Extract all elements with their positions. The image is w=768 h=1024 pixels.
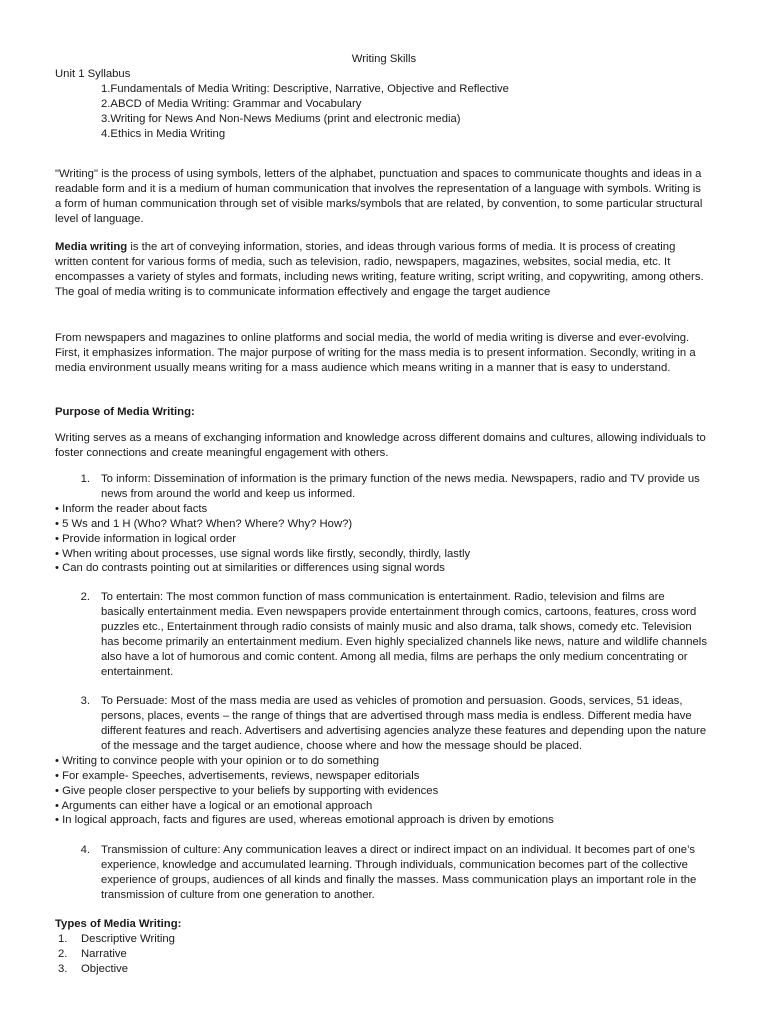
list-number: 1. [80,473,90,485]
purpose-inform-text: To inform: Dissemination of information is the primary function of the news media. Newspapers, radio and TV provide us news from around the world and keep us informed. [101,473,700,500]
bullet-item: • Provide information in logical order [55,533,237,545]
bullet-item: • When writing about processes, use signal words like firstly, secondly, thirdly, lastly [55,548,471,560]
purpose-culture-text: Transmission of culture: Any communication leaves a direct or indirect impact on an individual. It becomes part of one’s experience, knowledge and accumulated learning. Through individuals, communication becomes part of the collective experience of groups, audiences of all kinds and finally the masses. Mass communication plays an important role in the transmission of culture from one generation to another. [101,844,697,901]
document-title: Writing Skills [351,53,417,65]
bullet-item: • 5 Ws and 1 H (Who? What? When? Where? Why? How?) [55,518,353,530]
types-item: Narrative [81,948,127,960]
types-heading: Types of Media Writing: [55,918,182,930]
syllabus-item: 1.Fundamentals of Media Writing: Descriptive, Narrative, Objective and Reflective [101,83,509,95]
syllabus-heading: Unit 1 Syllabus [55,68,131,80]
bullet-item: • Inform the reader about facts [55,503,208,515]
list-number: 2. [80,591,90,603]
types-number: 1. [58,933,68,945]
types-item: Objective [81,963,129,975]
types-number: 2. [58,948,68,960]
purpose-persuade-text: To Persuade: Most of the mass media are used as vehicles of promotion and persuasion. Goods, services, 51 ideas, persons, places, events – the range of things that are advertised through mass media is endless. Different media have different features and reach. Advertisers and advertising agencies analyze these features and depending upon the nature of the message and the target audience, choose where and how the message should be placed. [101,695,707,752]
purpose-intro: Writing serves as a means of exchanging information and knowledge across different domains and cultures, allowing individuals to foster connections and create meaningful engagement with others. [55,432,706,459]
types-item: Descriptive Writing [81,933,175,945]
bullet-item: • Arguments can either have a logical or an emotional approach [55,800,373,812]
media-writing-paragraph [55,240,707,300]
purpose-heading: Purpose of Media Writing: [55,406,195,418]
list-number: 4. [80,844,90,856]
bullet-item: • Writing to convince people with your opinion or to do something [55,755,380,767]
purpose-entertain-text: To entertain: The most common function of mass communication is entertainment. Radio, television and films are basically entertainment media. Even newspapers provide entertainment through comics, cartoons, features, cross word puzzles etc., Entertainment through radio consists of mainly music and also drama, talk shows, comedy etc. Television has become primarily an entertainment medium. Even highly specialized channels like news, nature and wildlife channels also have a lot of humorous and comic content. Among all media, films are perhaps the only medium concentrating or entertainment. [101,591,707,678]
bullet-item: • For example- Speeches, advertisements, reviews, newspaper editorials [55,770,420,782]
syllabus-item: 2.ABCD of Media Writing: Grammar and Vocabulary [101,98,362,110]
media-writing-definition: is the art of conveying information, stories, and ideas through various forms of media. It is process of creating written content for various forms of media, such as television, radio, newspapers, magazines, websites, social media, etc. It encompasses a variety of styles and formats, including news writing, feature writing, script writing, and copywriting, among others. The goal of media writing is to communicate information effectively and engage the target audience [55,241,704,298]
media-writing-term: Media writing [55,241,128,253]
bullet-item: • In logical approach, facts and figures are used, whereas emotional approach is driven by emotions [55,814,554,826]
bullet-item: • Can do contrasts pointing out at similarities or differences using signal words [55,562,445,574]
list-number: 3. [80,695,90,707]
bullet-item: • Give people closer perspective to your beliefs by supporting with evidences [55,785,439,797]
types-number: 3. [58,963,68,975]
newspapers-paragraph: From newspapers and magazines to online platforms and social media, the world of media writing is diverse and ever-evolving. First, it emphasizes information. The major purpose of writing for the mass media is to present information. Secondly, writing in a media environment usually means writing for a mass audience which means writing in a manner that is easy to understand. [55,332,696,374]
intro-paragraph: "Writing" is the process of using symbols, letters of the alphabet, punctuation and spaces to communicate thoughts and ideas in a readable form and it is a medium of human communication that involves the representation of a language with symbols. Writing is a form of human communication through set of visible marks/symbols that are related, by convention, to some particular structural level of language. [55,168,703,225]
syllabus-item: 3.Writing for News And Non-News Mediums (print and electronic media) [101,113,461,125]
syllabus-item: 4.Ethics in Media Writing [101,128,226,140]
